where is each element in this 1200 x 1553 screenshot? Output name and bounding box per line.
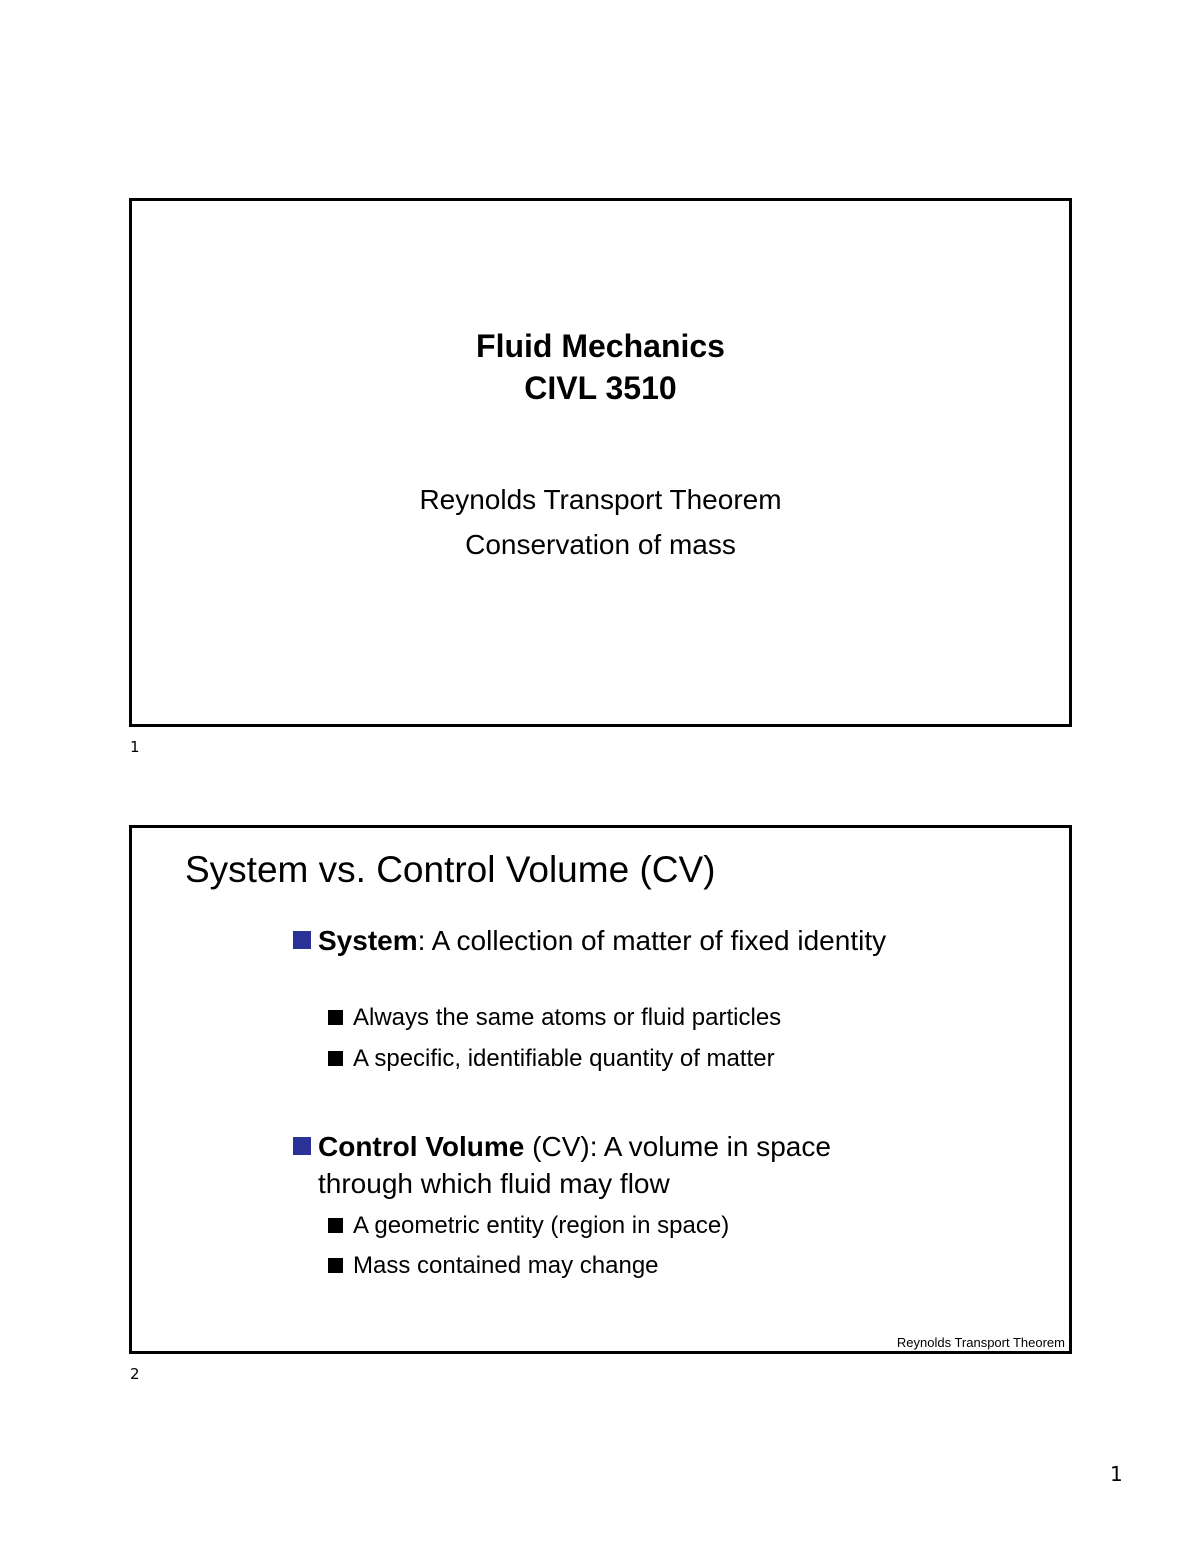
sub-bullet <box>328 1003 781 1033</box>
sub-bullet-text: Mass contained may change <box>353 1252 659 1279</box>
slide-number-1: 1 <box>130 738 140 756</box>
sub-bullet-square-icon <box>328 1258 343 1273</box>
bullet-system <box>293 922 913 959</box>
slide-number-2: 2 <box>130 1365 140 1383</box>
slide-1-subtitle <box>132 477 1069 567</box>
bullet-text: : A collection of matter of fixed identity <box>417 925 887 956</box>
sub-bullet-text: Always the same atoms or fluid particles <box>353 1004 782 1031</box>
bullet-text: (CV): A volume in space through which fluid may flow <box>318 1131 831 1199</box>
bullet-term: System <box>318 925 418 956</box>
sub-bullet-text: A specific, identifiable quantity of matter <box>353 1045 775 1072</box>
slide-2-title: System vs. Control Volume (CV) <box>185 849 716 890</box>
topic-line-2: Conservation of mass <box>465 529 736 560</box>
slide-footer: Reynolds Transport Theorem <box>896 1335 1065 1350</box>
course-title: Fluid Mechanics <box>476 328 725 364</box>
sub-bullet-square-icon <box>328 1010 343 1025</box>
slide-2 <box>129 825 1072 1354</box>
sub-bullet-square-icon <box>328 1051 343 1066</box>
page-number: 1 <box>1110 1462 1123 1486</box>
bullet-square-icon <box>293 1137 311 1155</box>
slide-1 <box>129 198 1072 727</box>
sub-bullet-text: A geometric entity (region in space) <box>353 1212 730 1239</box>
bullet-square-icon <box>293 931 311 949</box>
sub-bullet <box>328 1251 659 1281</box>
course-code: CIVL 3510 <box>524 370 677 406</box>
bullet-control-volume <box>293 1128 913 1202</box>
sub-bullet <box>328 1211 729 1241</box>
slide-1-title <box>132 325 1069 409</box>
sub-bullet <box>328 1044 775 1074</box>
topic-line-1: Reynolds Transport Theorem <box>419 484 782 515</box>
bullet-term: Control Volume <box>318 1131 525 1162</box>
sub-bullet-square-icon <box>328 1218 343 1233</box>
